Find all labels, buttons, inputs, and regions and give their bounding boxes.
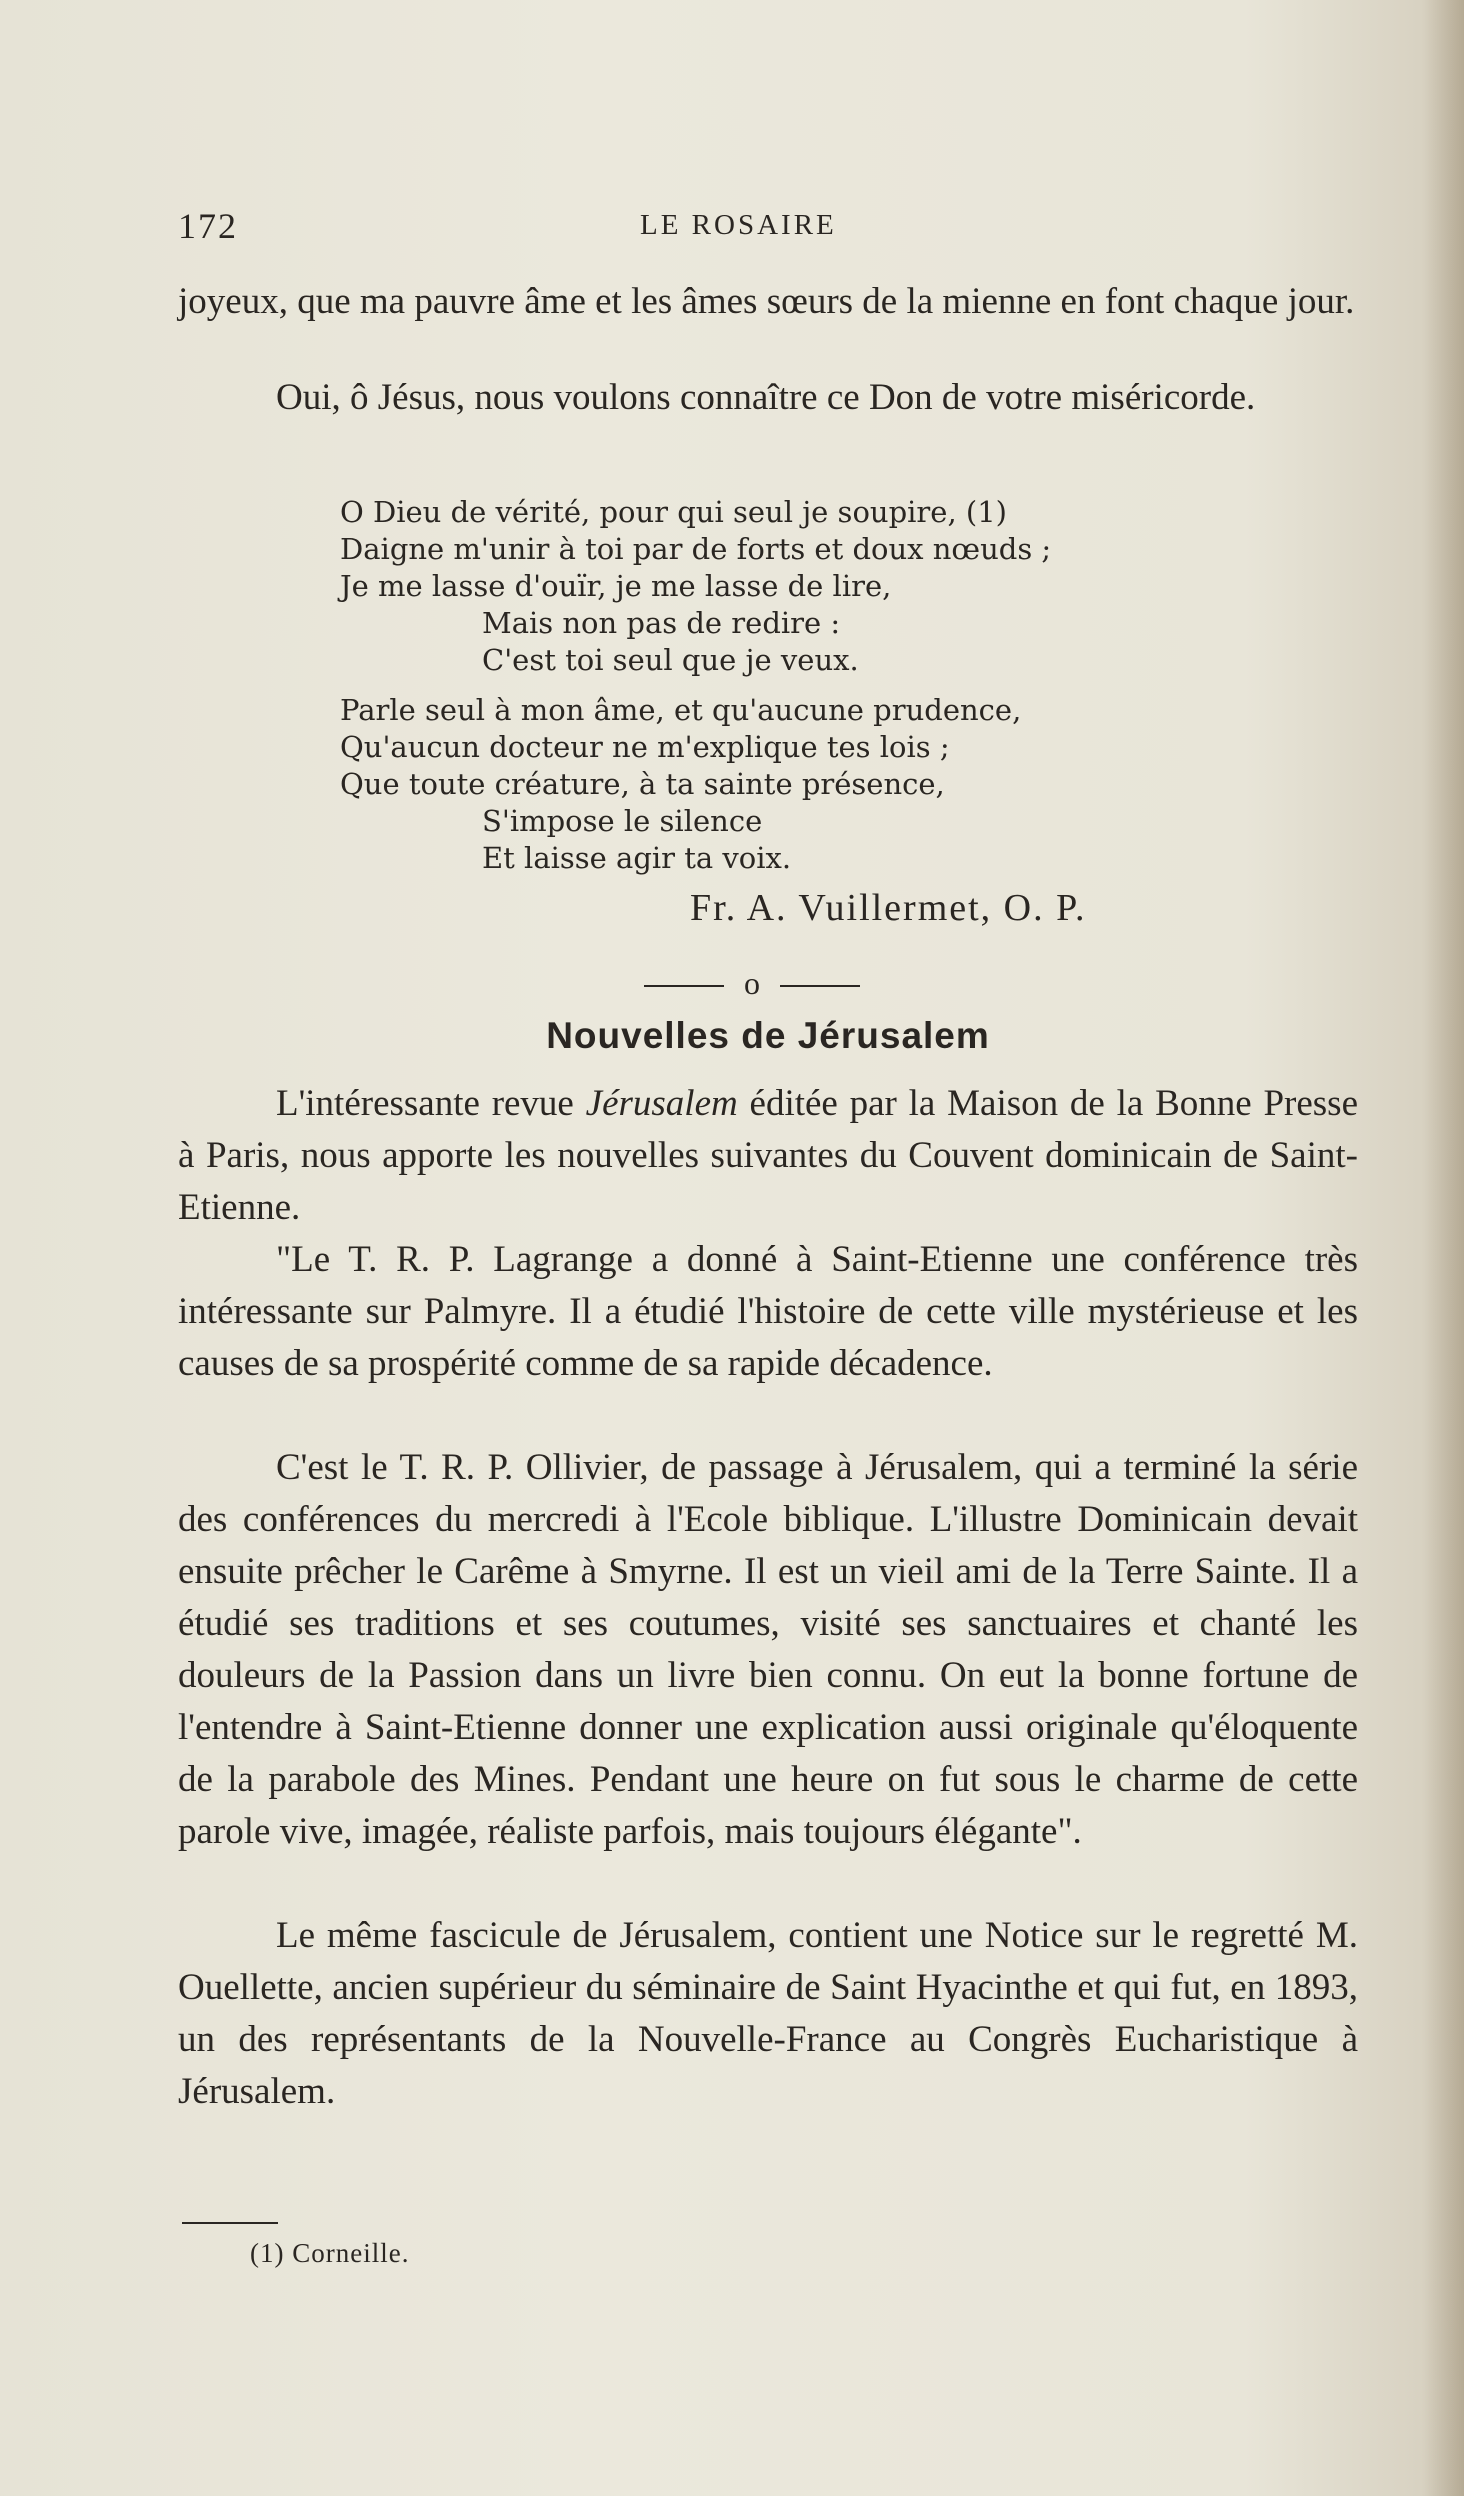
poem-line: Que toute créature, à ta sainte présence,	[340, 767, 945, 801]
footnote-rule	[182, 2222, 278, 2224]
article-paragraph-4: Le même fascicule de Jérusalem, contient une Notice sur le regretté M. Ouellette, ancien supérieur du séminaire de Saint Hyacinthe et qui fut, en 1893, un des représentants de la Nouvelle-France au Congrès Eucharistique à Jérusalem.	[178, 1915, 1358, 2112]
article-text: éditée par la Maison de la Bonne Presse à Paris, nous apporte les nouvelles suivantes du Couvent dominicain de Saint-Etienne.	[178, 1083, 1359, 1228]
poem-stanza-1	[340, 494, 1140, 679]
article-paragraph-1	[178, 1078, 1358, 1234]
poem-stanza-2	[340, 692, 1140, 877]
journal-title: Jérusalem	[585, 1083, 738, 1124]
article-paragraph-3: C'est le T. R. P. Ollivier, de passage à Jérusalem, qui a terminé la série des conférences du mercredi à l'Ecole biblique. L'illustre Dominicain devait ensuite prêcher le Carême à Smyrne. Il est un vieil ami de la Terre Sainte. Il a étudié ses traditions et ses coutumes, visité ses sanctuaires et chanté les douleurs de la Passion dans un livre bien connu. On eut la bonne fortune de l'entendre à Saint-Etienne donner une explication aussi originale qu'éloquente de la parabole des Mines. Pendant une heure on fut sous le charme de cette parole vive, imagée, réaliste parfois, mais toujours élégante".	[178, 1447, 1358, 1852]
poem-line: C'est toi seul que je veux.	[482, 643, 859, 677]
poem-line: S'impose le silence	[482, 804, 763, 838]
page-header	[178, 205, 1358, 265]
article-paragraph-2: "Le T. R. P. Lagrange a donné à Saint-Etienne une conférence très intéressante sur Palmyre. Il a étudié l'histoire de cette ville mystérieuse et les causes de sa prospérité comme de sa rapide décadence.	[178, 1239, 1358, 1384]
page-number: 172	[178, 206, 238, 246]
page-edge-shadow	[1424, 0, 1464, 2496]
article-text: L'intéressante revue	[276, 1083, 574, 1124]
section-separator: o	[632, 958, 872, 1008]
poem-line: O Dieu de vérité, pour qui seul je soupire, (1)	[340, 495, 1007, 529]
poem-line: Et laisse agir ta voix.	[482, 841, 792, 875]
article-title: Nouvelles de Jérusalem	[546, 1015, 990, 1056]
poem-line: Mais non pas de redire :	[482, 606, 841, 640]
footnote: (1) Corneille.	[250, 2238, 410, 2268]
paragraph-prayer: Oui, ô Jésus, nous voulons connaître ce Don de votre miséricorde.	[276, 377, 1256, 418]
running-title: LE ROSAIRE	[640, 209, 837, 241]
poem-line: Je me lasse d'ouïr, je me lasse de lire,	[340, 569, 892, 603]
author-signature: Fr. A. Vuillermet, O. P.	[690, 887, 1087, 929]
poem-line: Parle seul à mon âme, et qu'aucune prudence,	[340, 693, 1022, 727]
paragraph-continuation: joyeux, que ma pauvre âme et les âmes sœurs de la mienne en font chaque jour.	[178, 281, 1355, 322]
poem-line: Daigne m'unir à toi par de forts et doux nœuds ;	[340, 532, 1052, 566]
poem-line: Qu'aucun docteur ne m'explique tes lois ;	[340, 730, 950, 764]
